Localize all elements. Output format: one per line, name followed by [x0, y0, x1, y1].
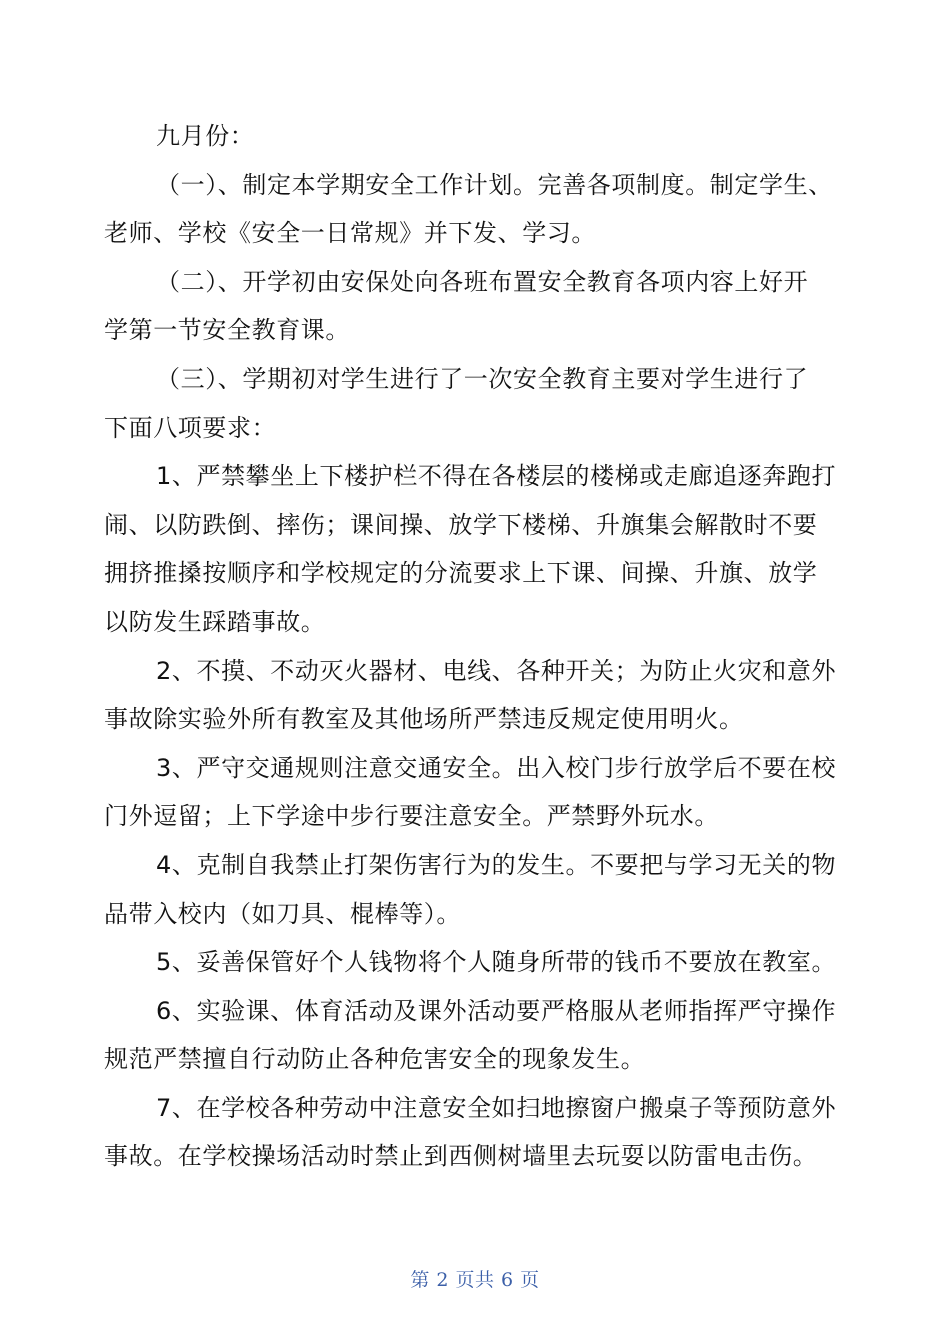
paragraph-line: （一）、制定本学期安全工作计划。完善各项制度。制定学生、	[156, 170, 833, 199]
document-body	[104, 112, 844, 1181]
paragraph-line: 事故。在学校操场活动时禁止到西侧树墙里去玩耍以防雷电击伤。	[104, 1142, 818, 1171]
paragraph-line: 2、不摸、不动灭火器材、电线、各种开关；为防止火灾和意外	[156, 656, 837, 685]
paragraph-line: 老师、学校《安全一日常规》并下发、学习。	[104, 219, 596, 248]
paragraph-line: 5、妥善保管好个人钱物将个人随身所带的钱币不要放在教室。	[156, 948, 837, 977]
paragraph-rule-2	[104, 647, 844, 744]
paragraph-line: （三）、学期初对学生进行了一次安全教育主要对学生进行了	[156, 364, 809, 393]
paragraph-item-1	[104, 161, 844, 258]
paragraph-line: 事故除实验外所有教室及其他场所严禁违反规定使用明火。	[104, 705, 744, 734]
paragraph-item-3	[104, 355, 844, 452]
paragraph-line: 4、克制自我禁止打架伤害行为的发生。不要把与学习无关的物	[156, 850, 837, 879]
paragraph-item-2	[104, 258, 844, 355]
paragraph-rule-3	[104, 744, 844, 841]
paragraph-line: 品带入校内（如刀具、棍棒等）。	[104, 899, 461, 928]
paragraph-rule-6	[104, 987, 844, 1084]
paragraph-line: 下面八项要求：	[104, 413, 277, 442]
paragraph-rule-1	[104, 452, 844, 646]
paragraph-line: 学第一节安全教育课。	[104, 316, 350, 345]
paragraph-line: 门外逗留；上下学途中步行要注意安全。严禁野外玩水。	[104, 802, 719, 831]
paragraph-line: 闹、以防跌倒、摔伤；课间操、放学下楼梯、升旗集会解散时不要	[104, 510, 818, 539]
paragraph-line: 以防发生踩踏事故。	[104, 607, 326, 636]
paragraph-line: 拥挤推搡按顺序和学校规定的分流要求上下课、间操、升旗、放学	[104, 559, 818, 588]
paragraph-month-heading	[104, 112, 844, 161]
page-number-footer: 第 2 页共 6 页	[410, 1269, 540, 1291]
paragraph-line: （二）、开学初由安保处向各班布置安全教育各项内容上好开	[156, 267, 809, 296]
paragraph-rule-7	[104, 1084, 844, 1181]
paragraph-line: 九月份：	[156, 122, 255, 150]
paragraph-line: 1、严禁攀坐上下楼护栏不得在各楼层的楼梯或走廊追逐奔跑打	[156, 462, 837, 491]
paragraph-line: 3、严守交通规则注意交通安全。出入校门步行放学后不要在校	[156, 753, 837, 782]
paragraph-line: 6、实验课、体育活动及课外活动要严格服从老师指挥严守操作	[156, 996, 837, 1025]
paragraph-rule-4	[104, 841, 844, 938]
paragraph-line: 7、在学校各种劳动中注意安全如扫地擦窗户搬桌子等预防意外	[156, 1093, 837, 1122]
paragraph-line: 规范严禁擅自行动防止各种危害安全的现象发生。	[104, 1045, 646, 1074]
paragraph-rule-5	[104, 938, 844, 987]
